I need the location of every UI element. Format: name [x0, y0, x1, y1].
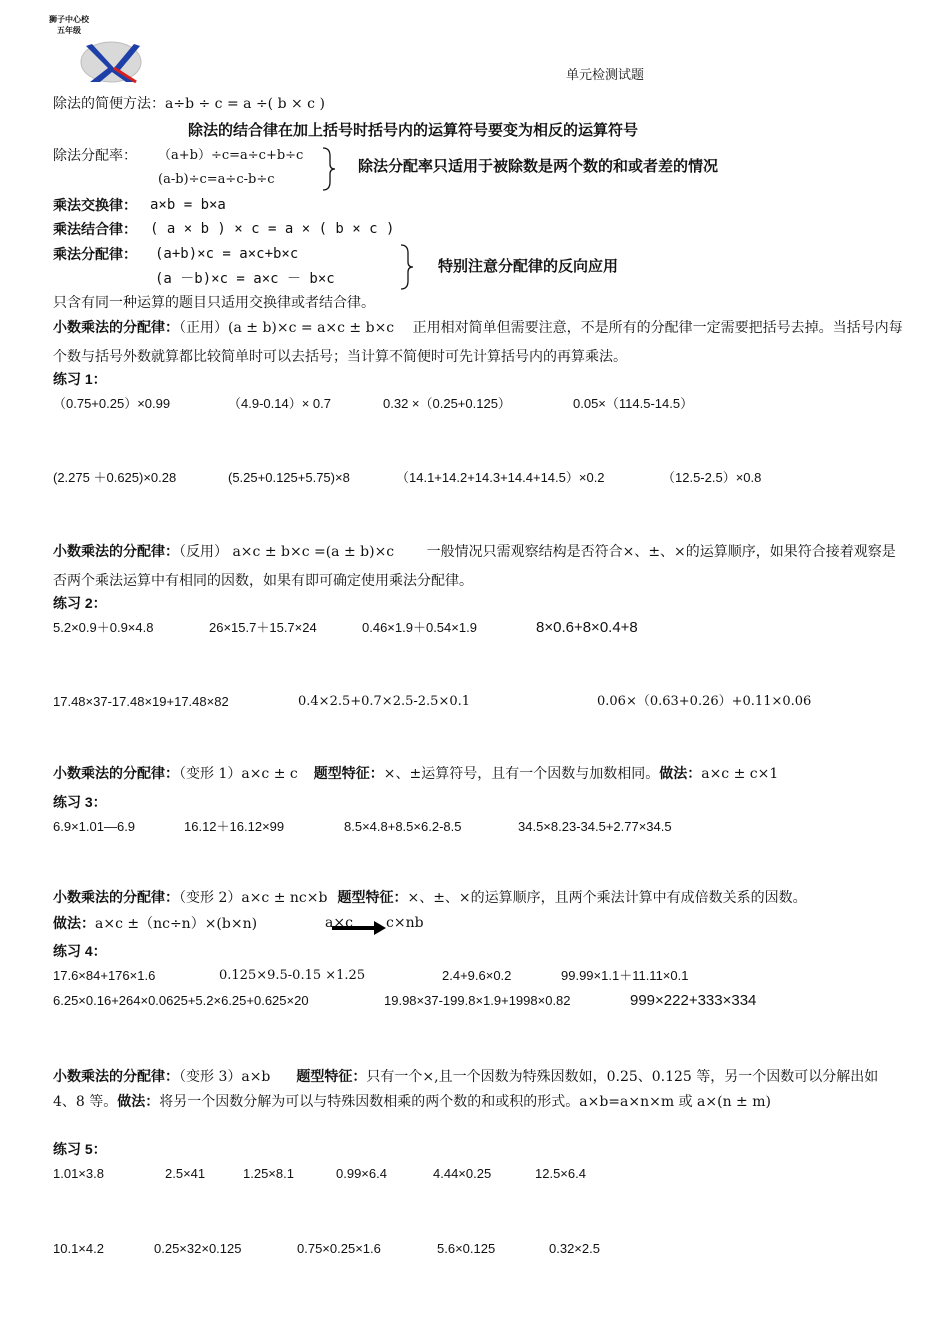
grade-text: 五年级: [57, 25, 81, 35]
section4-method: [53, 915, 257, 933]
section5-variant: （变形 3）a×b: [179, 1069, 285, 1085]
practice1-item: 0.05×（114.5-14.5）: [573, 396, 694, 411]
practice5-item: 0.99×6.4: [336, 1166, 387, 1181]
section3-method-label: 做法：: [659, 765, 702, 781]
practice4-item: 99.99×1.1＋11.11×0.1: [561, 968, 689, 983]
practice2-item: 8×0.6+8×0.4+8: [536, 619, 638, 636]
division-dist-line2: (a-b)÷c=a÷c-b÷c: [158, 172, 275, 187]
distributive-line1: (a+b)×c = a×c+b×c: [155, 246, 299, 262]
commutative-law: a×b = b×a: [150, 197, 226, 213]
practice2-item: 17.48×37-17.48×19+17.48×82: [53, 694, 229, 709]
practice3-item: 8.5×4.8+8.5×6.2-8.5: [344, 819, 462, 834]
division-dist-note: 除法分配率只适用于被除数是两个数的和或者差的情况: [358, 158, 719, 175]
section4-feature-text: ×、±、×的运算顺序，且两个乘法计算中有成倍数关系的因数。: [407, 890, 807, 906]
brace-icon: [320, 146, 338, 192]
practice4-label: 练习 4：: [53, 943, 107, 959]
section1-text: （正用）(a ± b)×c = a×c ± b×c 正用相对简单但需要注意，不是所有的分配律一定需要把括号去掉。当括号内每个数与括号外数就算都比较简单时可以去括号；当计算不简便时可先计算括号内的再算乘法。: [53, 320, 903, 365]
practice5-item: 1.01×3.8: [53, 1166, 104, 1181]
section1-heading: 小数乘法的分配律：: [53, 319, 179, 335]
practice1-item: （4.9-0.14）× 0.7: [228, 396, 331, 411]
practice2-item: 0.46×1.9＋0.54×1.9: [362, 620, 477, 635]
section2-heading: 小数乘法的分配律：: [53, 543, 179, 559]
practice4-item: 17.6×84+176×1.6: [53, 968, 156, 983]
school-logo-icon: [78, 38, 144, 84]
practice1-item: （14.1+14.2+14.3+14.4+14.5）×0.2: [396, 470, 605, 485]
practice5-label: 练习 5：: [53, 1141, 107, 1157]
associative-label: 乘法结合律：: [53, 221, 137, 237]
practice5-item: 12.5×6.4: [535, 1166, 586, 1181]
practice3-item: 6.9×1.01—6.9: [53, 819, 136, 834]
section4-method-result-a: a×c: [325, 915, 353, 931]
arrow-right-icon: [330, 918, 390, 938]
section3-heading: 小数乘法的分配律：: [53, 765, 179, 781]
section1-description: [53, 313, 903, 372]
distributive-note: 特别注意分配律的反向应用: [438, 258, 619, 275]
practice2-label: 练习 2：: [53, 595, 107, 611]
practice5-item: 1.25×8.1: [243, 1166, 294, 1181]
section4-method-label: 做法：: [53, 915, 95, 931]
practice4-item: 19.98×37-199.8×1.9+1998×0.82: [384, 993, 571, 1008]
document-title: 单元检测试题: [566, 68, 645, 83]
practice3-item: 16.12＋16.12×99: [184, 819, 285, 834]
practice4-item: 2.4+9.6×0.2: [442, 968, 512, 983]
practice1-item: 0.32 ×（0.25+0.125）: [383, 396, 511, 411]
practice2-item: 5.2×0.9＋0.9×4.8: [53, 620, 154, 635]
practice4-item: 999×222+333×334: [630, 992, 757, 1009]
section5-text: 只有一个×,且一个因数为特殊因数如，0.25、0.125 等，另一个因数可以分解出如 4、8 等。: [53, 1069, 879, 1110]
practice2-item: 0.4×2.5+0.7×2.5-2.5×0.1: [298, 694, 471, 709]
section4-heading: 小数乘法的分配律：: [53, 889, 179, 905]
section3-description: [53, 765, 778, 783]
section5-description: [53, 1064, 903, 1114]
commutative-label: 乘法交换律：: [53, 197, 137, 213]
practice1-item: （12.5-2.5）×0.8: [662, 470, 762, 485]
practice1-item: (2.275 ＋0.625)×0.28: [53, 470, 177, 485]
section3-variant: （变形 1）a×c ± c: [179, 766, 298, 782]
division-dist-label: 除法分配率：: [53, 148, 137, 164]
practice5-item: 0.75×0.25×1.6: [297, 1241, 381, 1256]
practice3-item: 34.5×8.23-34.5+2.77×34.5: [518, 819, 672, 834]
associative-law: ( a × b ) × c = a × ( b × c ): [150, 221, 395, 237]
practice5-item: 10.1×4.2: [53, 1241, 104, 1256]
practice4-item: 6.25×0.16+264×0.0625+5.2×6.25+0.625×20: [53, 993, 309, 1008]
practice5-item: 2.5×41: [165, 1166, 206, 1181]
section2-text: （反用） a×c ± b×c =(a ± b)×c 一般情况只需观察结构是否符合×、±、×的运算顺序，如果符合接着观察是否两个乘法运算中有相同的因数，如果有即可确定使用乘法分配律。: [53, 544, 896, 589]
section3-feature-text: ×、±运算符号，且有一个因数与加数相同。: [383, 766, 660, 782]
practice5-item: 5.6×0.125: [437, 1241, 496, 1256]
practice2-item: 0.06×（0.63+0.26）+0.11×0.06: [597, 694, 812, 709]
practice1-item: (5.25+0.125+5.75)×8: [228, 470, 350, 485]
school-name: [40, 14, 98, 36]
section2-description: [53, 537, 903, 596]
section5-feature-label: 题型特征：: [296, 1068, 367, 1084]
section5-method-text: 将另一个因数分解为可以与特殊因数相乘的两个数的和或积的形式。a×b=a×n×m 或 a×(n ± m): [159, 1094, 771, 1110]
section4-feature-label: 题型特征：: [337, 889, 408, 905]
section3-method-text: a×c ± c×1: [701, 766, 779, 782]
section4-variant: （变形 2）a×c ± nc×b: [179, 890, 328, 906]
practice5-item: 4.44×0.25: [433, 1166, 492, 1181]
same-op-note: 只含有同一种运算的题目只适用交换律或者结合律。: [53, 295, 375, 311]
section4-method-result-b: c×nb: [386, 915, 424, 931]
section4-method-text: a×c ±（nc÷n）×(b×n): [95, 916, 258, 932]
practice2-item: 26×15.7＋15.7×24: [209, 620, 317, 635]
section3-feature-label: 题型特征：: [313, 765, 384, 781]
distributive-line2: (a －b)×c = a×c － b×c: [155, 271, 335, 287]
distributive-label: 乘法分配律：: [53, 246, 137, 262]
practice5-item: 0.32×2.5: [549, 1241, 600, 1256]
brace-icon: [398, 243, 416, 291]
division-dist-line1: （a+b）÷c=a÷c+b÷c: [158, 148, 304, 163]
division-assoc-note: 除法的结合律在加上括号时括号内的运算符号要变为相反的运算符号: [188, 122, 639, 139]
section5-heading: 小数乘法的分配律：: [53, 1068, 179, 1084]
practice4-item: 0.125×9.5-0.15 ×1.25: [219, 968, 366, 983]
section4-description: [53, 889, 807, 907]
practice3-label: 练习 3：: [53, 794, 107, 810]
practice1-label: 练习 1：: [53, 371, 107, 387]
school-name-text: 狮子中心校: [49, 14, 89, 24]
practice5-item: 0.25×32×0.125: [154, 1241, 242, 1256]
section5-method-label: 做法：: [117, 1093, 160, 1109]
practice1-item: （0.75+0.25）×0.99: [53, 396, 171, 411]
division-simple-method: 除法的简便方法：a÷b ÷ c = a ÷( b × c ): [53, 96, 325, 112]
